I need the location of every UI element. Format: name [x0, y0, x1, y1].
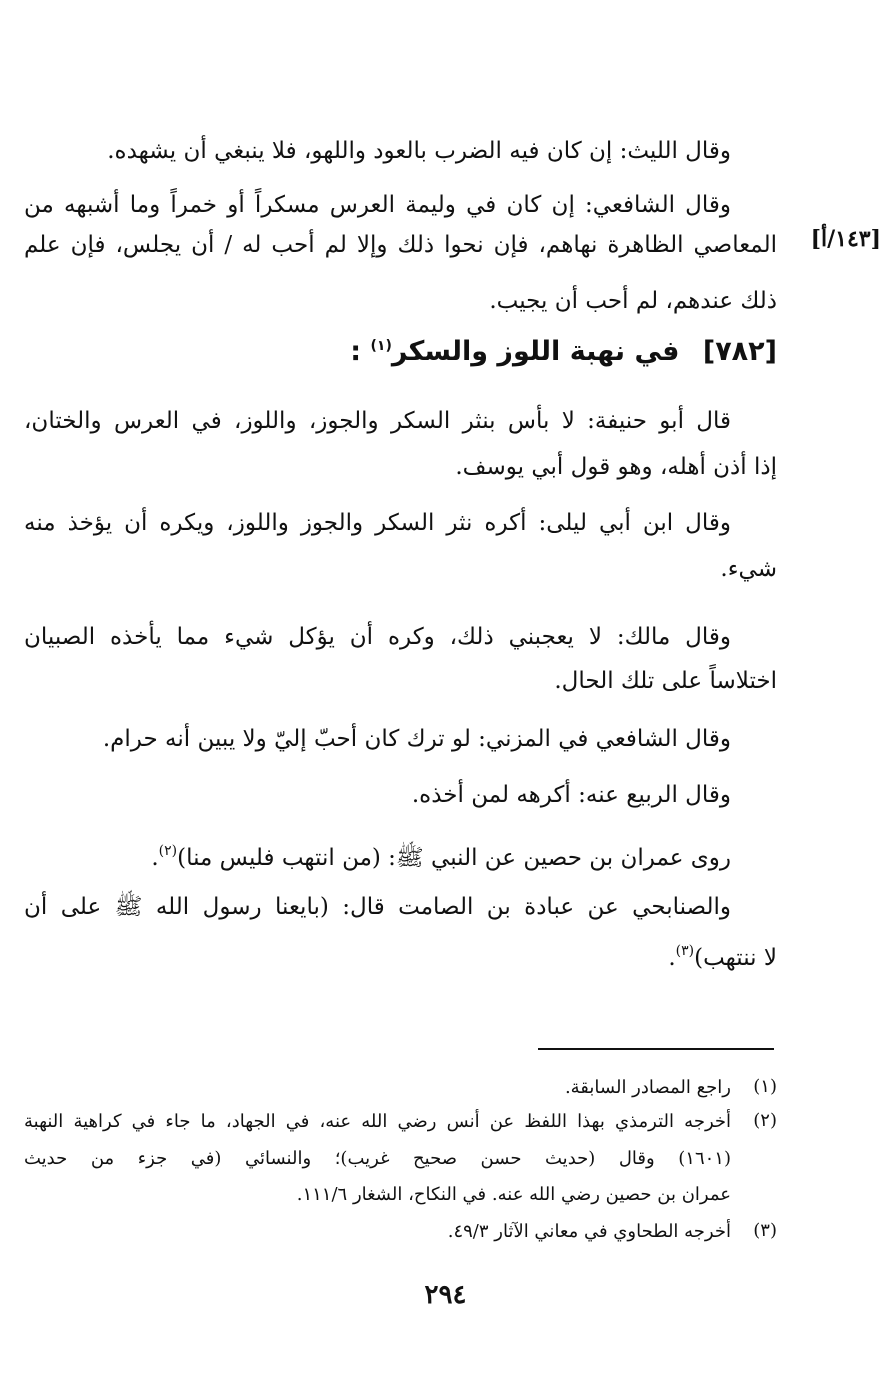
footnote-3-number: (٣) — [753, 1220, 777, 1241]
paragraph-ibn-abi-layla-line-2: شيء. — [720, 556, 777, 582]
paragraph-sunabihi-line-1: والصنابحي عن عبادة بن الصامت قال: (بايعنا رسول الله ﷺ على أن — [24, 894, 731, 920]
paragraph-malik-line-1: وقال مالك: لا يعجبني ذلك، وكره أن يؤكل شيء مما يأخذه الصبيان — [24, 624, 731, 650]
margin-folio-note: [١٤٣/أ] — [810, 226, 881, 252]
footnote-2-line-3: عمران بن حصين رضي الله عنه. في النكاح، الشغار ١١١/٦. — [296, 1184, 731, 1205]
paragraph-shafii-line-3: ذلك عندهم، لم أحب أن يجيب. — [489, 288, 777, 314]
footnote-2-line-2: (١٦٠١) وقال (حديث حسن صحيح غريب)؛ والنسائي (في جزء من حديث — [24, 1148, 731, 1169]
paragraph-shafii-line-1: وقال الشافعي: إن كان في وليمة العرس مسكراً أو خمراً وما أشبهه من — [24, 192, 731, 218]
footnote-2-number: (٢) — [753, 1110, 777, 1131]
page-number: ٢٩٤ — [424, 1280, 467, 1310]
footnote-1-text: راجع المصادر السابقة. — [564, 1077, 731, 1098]
period: . — [668, 945, 676, 971]
paragraph-layth: وقال الليث: إن كان فيه الضرب بالعود واللهو، فلا ينبغي أن يشهده. — [107, 138, 731, 164]
paragraph-rabi: وقال الربيع عنه: أكرهه لمن أخذه. — [411, 782, 731, 808]
hadith-imran-text: روى عمران بن حصين عن النبي ﷺ: (من انتهب فليس منا) — [177, 845, 731, 871]
paragraph-shafii-muzani: وقال الشافعي في المزني: لو ترك كان أحبّ إليّ ولا يبين أنه حرام. — [102, 726, 731, 752]
section-heading — [350, 336, 777, 367]
paragraph-abu-hanifa-line-1: قال أبو حنيفة: لا بأس بنثر السكر والجوز، واللوز، في العرس والختان، — [24, 408, 731, 434]
section-number: [٧٨٢] — [702, 336, 777, 367]
footnote-2-line-1: أخرجه الترمذي بهذا اللفظ عن أنس رضي الله عنه، في الجهاد، ما جاء في كراهية النهبة — [24, 1111, 732, 1132]
paragraph-ibn-abi-layla-line-1: وقال ابن أبي ليلى: أكره نثر السكر والجوز واللوز، ويكره أن يؤخذ منه — [24, 510, 731, 536]
paragraph-abu-hanifa-line-2: إذا أذن أهله، وهو قول أبي يوسف. — [455, 454, 777, 480]
paragraph-malik-line-2: اختلاساً على تلك الحال. — [554, 668, 777, 694]
footnote-ref-3: (٣) — [675, 943, 695, 959]
footnote-separator — [538, 1048, 774, 1050]
period: . — [151, 845, 159, 871]
footnote-3-text: أخرجه الطحاوي في معاني الآثار ٤٩/٣. — [447, 1221, 731, 1242]
footnote-ref-2: (٢) — [158, 843, 178, 859]
paragraph-shafii-line-2: المعاصي الظاهرة نهاهم، فإن نحوا ذلك وإلا لم أحب له / أن يجلس، فإن علم — [24, 232, 777, 258]
section-title: في نهبة اللوز والسكر — [391, 336, 680, 367]
paragraph-sunabihi-line-2 — [668, 934, 777, 975]
paragraph-imran — [151, 834, 731, 875]
hadith-ubada-text: لا ننتهب) — [694, 945, 777, 971]
heading-colon: : — [350, 336, 362, 367]
footnote-1-number: (١) — [753, 1076, 777, 1097]
footnote-ref-1: (١) — [370, 338, 392, 354]
